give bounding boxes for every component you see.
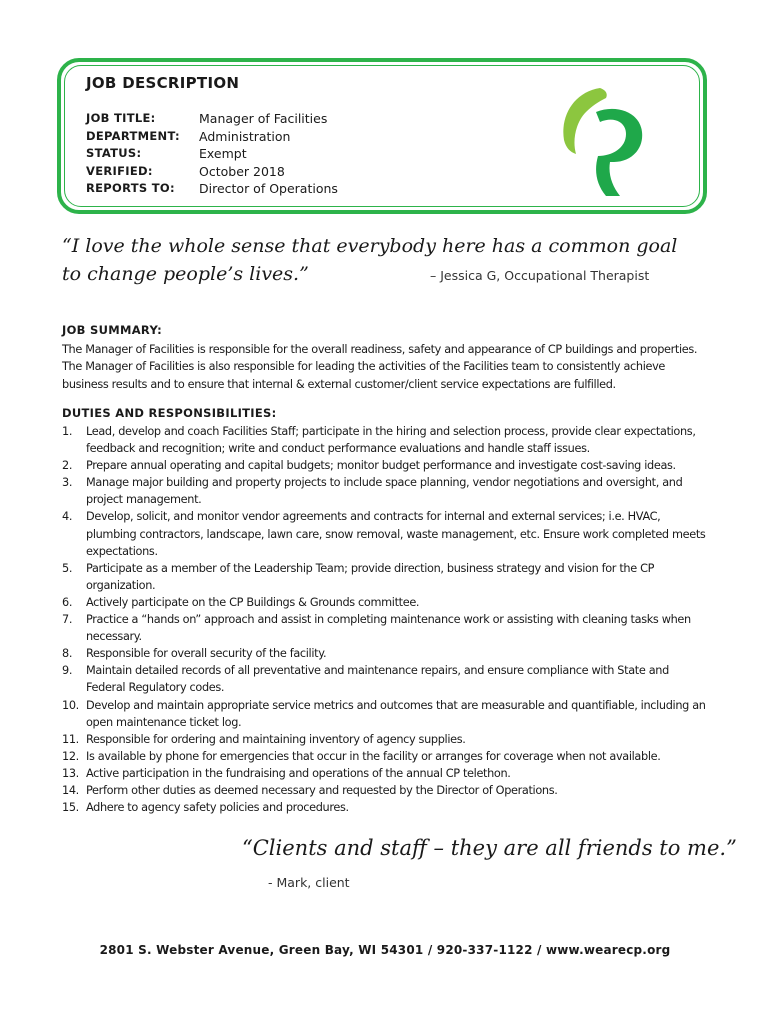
duty-text: Participate as a member of the Leadership Team; provide direction, business strategy and vision for the CP organization. — [86, 561, 655, 592]
duty-number: 1. — [62, 425, 73, 438]
duty-text: Perform other duties as deemed necessary and requested by the Director of Operations. — [86, 783, 558, 797]
job-summary-heading: JOB SUMMARY: — [62, 323, 162, 337]
job-info-grid — [86, 111, 338, 199]
duty-number: 4. — [62, 510, 73, 524]
info-value: Director of Operations — [199, 181, 338, 196]
testimonial-attribution: – Jessica G, Occupational Therapist — [430, 268, 650, 283]
cp-logo-p-shape — [596, 109, 642, 196]
duty-item — [62, 474, 712, 508]
duty-number: 11. — [62, 732, 79, 746]
duty-number: 9. — [62, 664, 73, 678]
info-label: VERIFIED: — [86, 163, 153, 178]
duty-text: Prepare annual operating and capital budgets; monitor budget performance and investigate cost-saving ideas. — [86, 459, 676, 473]
footer-contact: 2801 S. Webster Avenue, Green Bay, WI 54301 / 920-337-1122 / www.wearecp.org — [99, 943, 671, 957]
info-label: DEPARTMENT: — [86, 128, 180, 143]
info-row-status — [86, 146, 338, 164]
duty-text: Develop and maintain appropriate service metrics and outcomes that are measurable and quantifiable, including an open maintenance ticket log. — [86, 698, 706, 729]
info-row-department — [86, 129, 338, 147]
duty-item — [62, 662, 712, 696]
duty-item — [62, 697, 712, 731]
duty-item — [62, 799, 712, 816]
duty-text: Manage major building and property projects to include space planning, vendor negotiations and oversight, and project management. — [86, 476, 683, 507]
duty-text: Lead, develop and coach Facilities Staff; participate in the hiring and selection process, provide clear expectations, feedback and recognition; write and conduct performance evaluations and handle staff issues. — [86, 425, 696, 456]
info-row-reports-to — [86, 181, 338, 199]
duty-text: Responsible for ordering and maintaining inventory of agency supplies. — [86, 732, 466, 746]
duty-item — [62, 611, 712, 645]
duty-number: 12. — [62, 749, 79, 763]
duty-number: 3. — [62, 476, 73, 490]
info-row-job-title — [86, 111, 338, 129]
duty-text: Develop, solicit, and monitor vendor agreements and contracts for internal and external services; i.e. HVAC, plumbing contractors, landscape, lawn care, snow removal, waste management, etc. Ensure work completed meets expectations. — [86, 510, 706, 558]
client-quote-attribution: - Mark, client — [268, 875, 350, 890]
info-value: Exempt — [199, 146, 247, 161]
duty-text: Maintain detailed records of all preventative and maintenance repairs, and ensure compliance with State and Federal Regulatory codes. — [86, 664, 669, 695]
info-value: Manager of Facilities — [199, 111, 328, 126]
duty-item — [62, 731, 712, 748]
duty-item — [62, 560, 712, 594]
duty-text: Practice a “hands on” approach and assist in completing maintenance work or assisting with cleaning tasks when necessary. — [86, 613, 691, 644]
duties-list — [62, 423, 712, 816]
duty-item — [62, 423, 712, 457]
duty-number: 10. — [62, 698, 79, 712]
duty-text: Is available by phone for emergencies that occur in the facility or arranges for coverage when not available. — [86, 749, 661, 763]
info-label: STATUS: — [86, 146, 142, 160]
duties-heading: DUTIES AND RESPONSIBILITIES: — [62, 406, 277, 420]
duty-number: 8. — [62, 647, 73, 661]
client-quote: “Clients and staff – they are all friends to me.” — [242, 836, 737, 860]
duty-text: Actively participate on the CP Buildings & Grounds committee. — [86, 595, 420, 609]
duty-item — [62, 457, 712, 474]
duty-number: 7. — [62, 613, 73, 627]
duty-item — [62, 748, 712, 765]
cp-logo — [556, 82, 646, 198]
duty-number: 15. — [62, 801, 79, 815]
job-summary-text: The Manager of Facilities is responsible for the overall readiness, safety and appearance of CP buildings and properties. The Manager of Facilities is also responsible for leading the activities of the Facilities team to consistently achieve business results and to ensure that internal & external customer/client service expectations are fulfilled. — [62, 343, 698, 391]
duty-item — [62, 508, 712, 559]
testimonial-quote: “I love the whole sense that everybody here has a common goal to change people’s lives.” — [62, 235, 678, 285]
duty-item — [62, 645, 712, 662]
duty-number: 2. — [62, 459, 73, 473]
duty-item — [62, 765, 712, 782]
duty-number: 14. — [62, 783, 79, 797]
duty-text: Active participation in the fundraising and operations of the annual CP telethon. — [86, 766, 511, 780]
info-label: REPORTS TO: — [86, 181, 175, 195]
duty-text: Adhere to agency safety policies and procedures. — [86, 801, 349, 815]
duty-number: 13. — [62, 766, 79, 780]
duty-item — [62, 782, 712, 799]
info-label: JOB TITLE: — [86, 111, 156, 125]
duty-text: Responsible for overall security of the facility. — [86, 647, 327, 661]
document-title: JOB DESCRIPTION — [86, 74, 240, 92]
duty-number: 6. — [62, 595, 73, 609]
info-value: October 2018 — [199, 163, 285, 179]
info-row-verified — [86, 164, 338, 182]
duty-item — [62, 594, 712, 611]
info-value: Administration — [199, 128, 291, 144]
duty-number: 5. — [62, 561, 73, 575]
